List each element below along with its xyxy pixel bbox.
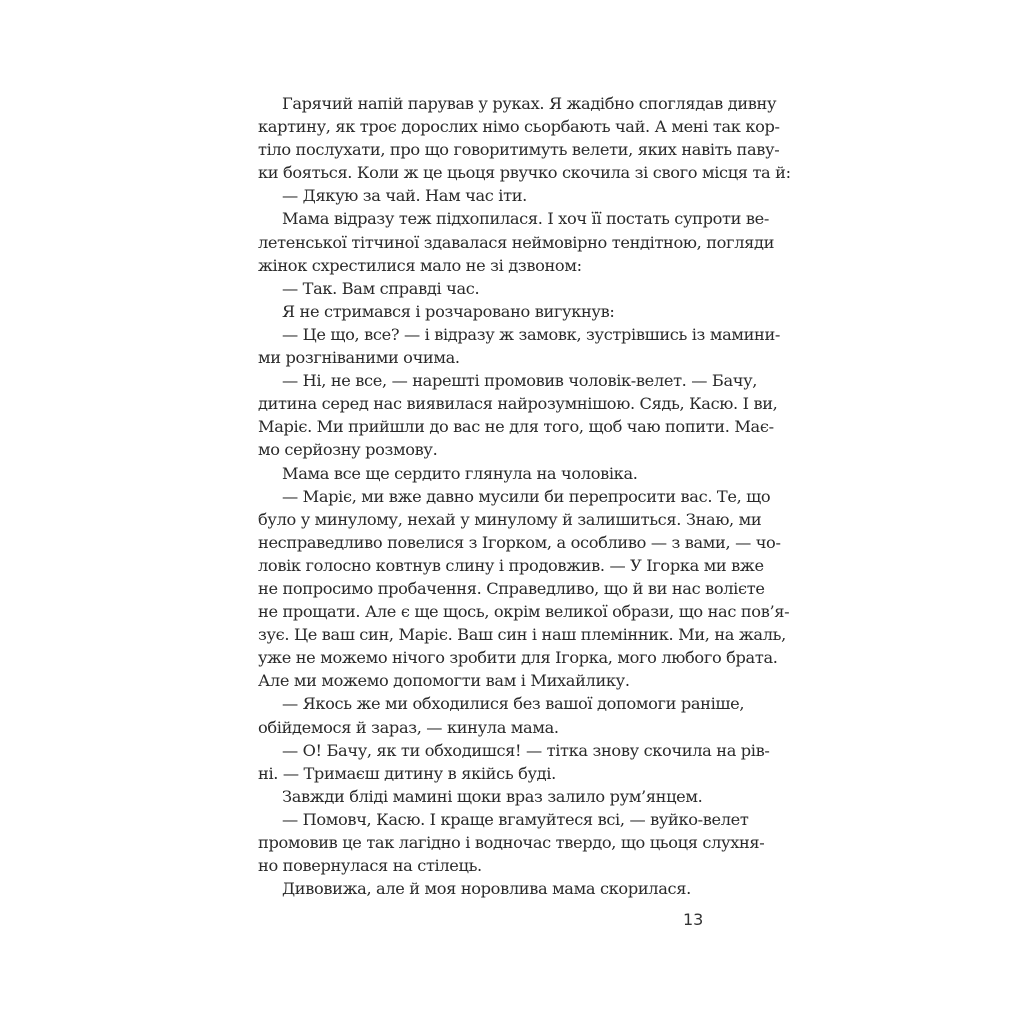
text-line: — Це що, все? — і відразу ж замовк, зустрівшись із мамини-: [282, 324, 781, 344]
text-line: Завжди бліді мамині щоки враз залило рум’янцем.: [282, 786, 703, 806]
text-line: уже не можемо нічого зробити для Ігорка, мого любого брата.: [258, 648, 778, 668]
text-line: — Якось же ми обходилися без вашої допомоги раніше,: [282, 694, 745, 714]
page-number: 13: [683, 910, 704, 929]
text-line: — Дякую за чай. Нам час іти.: [282, 186, 527, 206]
text-line: — Так. Вам справді час.: [282, 278, 480, 298]
text-line: Гарячий напій парував у руках. Я жадібно споглядав дивну: [282, 94, 777, 113]
text-line: Але ми можемо допомогти вам і Михайлику.: [258, 671, 630, 691]
text-line: летенської тітчиної здавалася неймовірно тендітною, погляди: [258, 232, 775, 252]
text-line: Маріє. Ми прийшли до вас не для того, щоб чаю попити. Має-: [258, 417, 774, 437]
text-line: ки бояться. Коли ж це цьоця рвучко скочила зі свого місця та й:: [258, 163, 791, 183]
body-text: [258, 92, 791, 900]
text-line: Дивовижа, але й моя норовлива мама скорилася.: [282, 879, 691, 899]
text-line: не попросимо пробачення. Справедливо, що й ви нас волієте: [258, 578, 765, 598]
text-line: — Маріє, ми вже давно мусили би перепросити вас. Те, що: [282, 486, 771, 506]
text-line: промовив це так лагідно і водночас твердо, що цьоця слухня-: [258, 833, 765, 852]
text-line: Я не стримався і розчаровано вигукнув:: [282, 301, 615, 321]
text-line: ні. — Тримаєш дитину в якійсь буді.: [258, 763, 556, 783]
text-line: не прощати. Але є ще щось, окрім великої образи, що нас пов’я-: [258, 602, 790, 622]
text-line: Мама відразу теж підхопилася. І хоч її постать супроти ве-: [282, 209, 769, 229]
text-line: ловік голосно ковтнув слину і продовжив. — У Ігорка ми вже: [258, 555, 764, 575]
text-line: — Ні, не все, — нарешті промовив чоловік-велет. — Бачу,: [282, 371, 758, 391]
text-line: зує. Це ваш син, Маріє. Ваш син і наш племінник. Ми, на жаль,: [258, 625, 786, 645]
text-line: було у минулому, нехай у минулому й залишиться. Знаю, ми: [258, 509, 762, 529]
text-line: картину, як троє дорослих німо сьорбають чай. А мені так кор-: [258, 117, 780, 137]
text-line: — О! Бачу, як ти обходишся! — тітка знову скочила на рів-: [282, 740, 770, 760]
text-line: дитина серед нас виявилася найрозумнішою. Сядь, Касю. І ви,: [258, 394, 778, 414]
text-line: ми розгніваними очима.: [258, 348, 460, 368]
text-line: Мама все ще сердито глянула на чоловіка.: [282, 463, 638, 483]
text-line: тіло послухати, про що говоритимуть велети, яких навіть паву-: [258, 140, 780, 160]
text-line: несправедливо повелися з Ігорком, а особливо — з вами, — чо-: [258, 532, 781, 552]
text-line: — Помовч, Касю. І краще вгамуйтеся всі, — вуйко-велет: [282, 809, 749, 829]
text-line: обійдемося й зараз, — кинула мама.: [258, 717, 559, 737]
text-line: мо серйозну розмову.: [258, 440, 438, 460]
text-line: жінок схрестилися мало не зі дзвоном:: [258, 255, 582, 275]
text-line: но повернулася на стілець.: [258, 856, 482, 876]
